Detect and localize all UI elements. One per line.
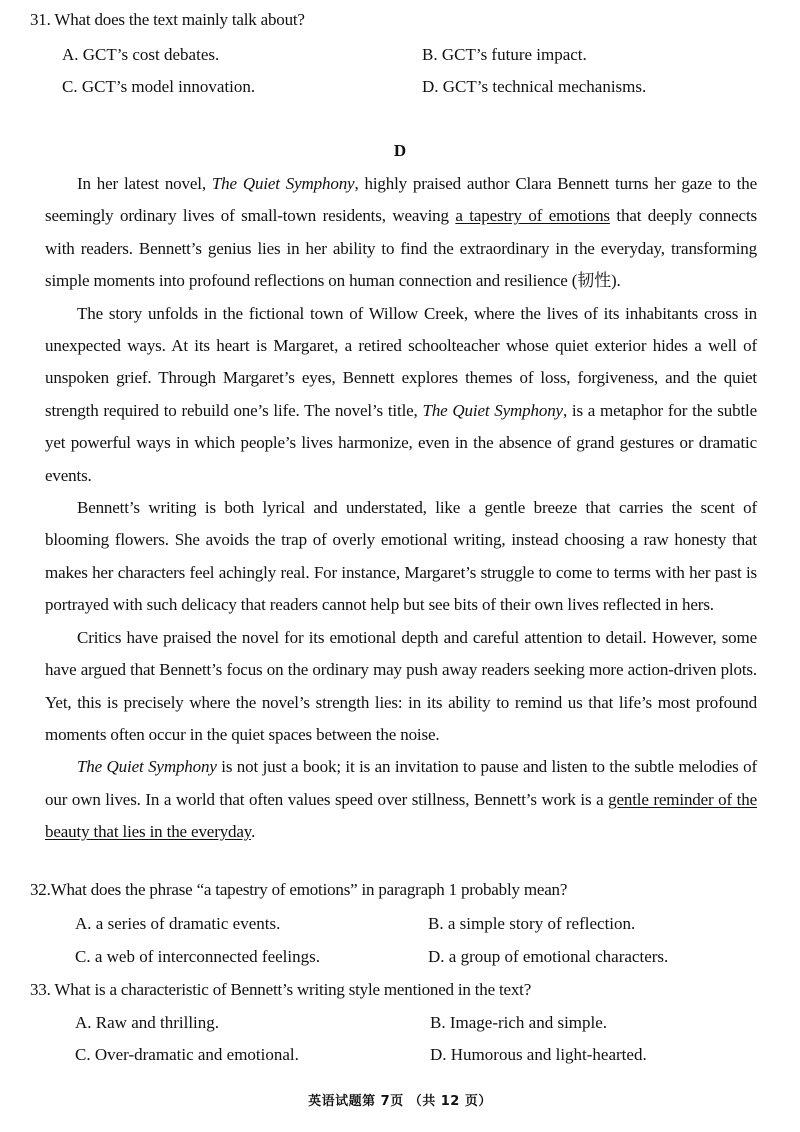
question-33-stem xyxy=(30,980,531,1000)
paragraph-4: Critics have praised the novel for its emotional depth and careful attention to detail. However, some have argued that Bennett’s focus on the ordinary may push away readers seeking more action-driven plots. Yet, this is precisely where the novel’s strength lies: in its ability to remind us that life’s most profound moments often occur in the quiet spaces between the noise. xyxy=(45,627,757,744)
question-number: 31. xyxy=(30,10,51,29)
book-title: The Quiet Symphony xyxy=(422,400,563,420)
question-number: 33. xyxy=(30,980,51,999)
option-text: a web of interconnected feelings. xyxy=(94,947,320,966)
option-key: B. xyxy=(430,1013,446,1032)
question-31-option-b xyxy=(422,45,587,65)
underlined-phrase: a tapestry of emotions xyxy=(455,206,610,226)
text: . xyxy=(251,822,256,842)
option-key: D. xyxy=(430,1045,447,1064)
question-32-option-a xyxy=(75,914,280,934)
option-text: GCT’s technical mechanisms. xyxy=(442,77,647,96)
text: is not just a book; it is an invitation to pause and listen to the subtle melodies of our own lives. In a world that often values speed over stillness, Bennett’s work is a xyxy=(45,757,757,809)
option-key: C. xyxy=(62,77,78,96)
option-text: a simple story of reflection. xyxy=(447,914,636,933)
option-text: GCT’s future impact. xyxy=(441,45,587,64)
question-33-option-b xyxy=(430,1013,607,1033)
option-text: Image-rich and simple. xyxy=(449,1013,608,1032)
paragraph-5 xyxy=(45,751,757,848)
paragraph-1 xyxy=(45,168,757,298)
question-31-option-a xyxy=(62,45,219,65)
page-footer: 英语试题第 7页 （共 12 页） xyxy=(308,1094,492,1109)
reading-passage xyxy=(45,168,757,849)
book-title: The Quiet Symphony xyxy=(211,174,355,193)
text: In her latest novel, xyxy=(77,174,212,193)
section-heading: D xyxy=(393,141,407,160)
option-text: a series of dramatic events. xyxy=(95,914,281,933)
option-key: A. xyxy=(75,914,92,933)
question-32-option-b xyxy=(428,914,635,934)
option-key: C. xyxy=(75,1045,91,1064)
text: that deeply connects with readers. Bennett’s genius lies in her ability to find the extraordinary in the everyday, transforming simple moments into profound reflections on human connection and resilience (韧性). xyxy=(45,206,757,291)
text: , is a metaphor for the subtle yet powerful ways in which people’s lives harmonize, even in the absence of grand gestures or dramatic events. xyxy=(45,400,758,485)
question-31-option-d xyxy=(422,77,646,97)
question-text: What does the phrase “a tapestry of emotions” in paragraph 1 probably mean? xyxy=(50,880,568,899)
option-text: a group of emotional characters. xyxy=(448,947,669,966)
question-number: 32. xyxy=(30,880,51,899)
option-key: D. xyxy=(428,947,445,966)
option-key: B. xyxy=(422,45,438,64)
option-key: C. xyxy=(75,947,91,966)
paragraph-2 xyxy=(45,298,757,492)
question-31-stem xyxy=(30,10,305,30)
option-key: A. xyxy=(62,45,79,64)
option-key: D. xyxy=(422,77,439,96)
question-32-option-d xyxy=(428,947,668,967)
text: The story unfolds in the fictional town of Willow Creek, where the lives of its inhabitants cross in unexpected ways. At its heart is Margaret, a retired schoolteacher whose quiet exterior hides a well of unspoken grief. Through Margaret’s eyes, Bennett explores themes of loss, forgiveness, and the quiet strength required to rebuild one’s life. The novel’s title, xyxy=(45,303,757,420)
option-text: Over-dramatic and emotional. xyxy=(94,1045,299,1064)
option-text: Raw and thrilling. xyxy=(95,1013,220,1032)
text: , highly praised author Clara Bennett turns her gaze to the seemingly ordinary lives of small-town residents, weaving xyxy=(45,174,757,226)
option-key: B. xyxy=(428,914,444,933)
paragraph-3: Bennett’s writing is both lyrical and understated, like a gentle breeze that carries the scent of blooming flowers. She avoids the trap of overly emotional writing, instead choosing a raw honesty that makes her characters feel achingly real. For instance, Margaret’s struggle to come to terms with her past is portrayed with such delicacy that readers cannot help but see bits of their own lives reflected in hers. xyxy=(45,498,757,615)
option-key: A. xyxy=(75,1013,92,1032)
question-33-option-a xyxy=(75,1013,219,1033)
question-32-option-c xyxy=(75,947,320,967)
question-text: What does the text mainly talk about? xyxy=(54,10,305,29)
underlined-phrase: gentle reminder of the beauty that lies in the everyday xyxy=(45,789,757,842)
option-text: GCT’s model innovation. xyxy=(81,77,256,96)
question-31-option-c xyxy=(62,77,255,97)
question-32-stem xyxy=(30,880,567,900)
book-title: The Quiet Symphony xyxy=(77,757,217,777)
option-text: GCT’s cost debates. xyxy=(82,45,220,64)
option-text: Humorous and light-hearted. xyxy=(450,1045,647,1064)
question-33-option-d xyxy=(430,1045,647,1065)
question-text: What is a characteristic of Bennett’s writing style mentioned in the text? xyxy=(54,980,532,999)
question-33-option-c xyxy=(75,1045,299,1065)
